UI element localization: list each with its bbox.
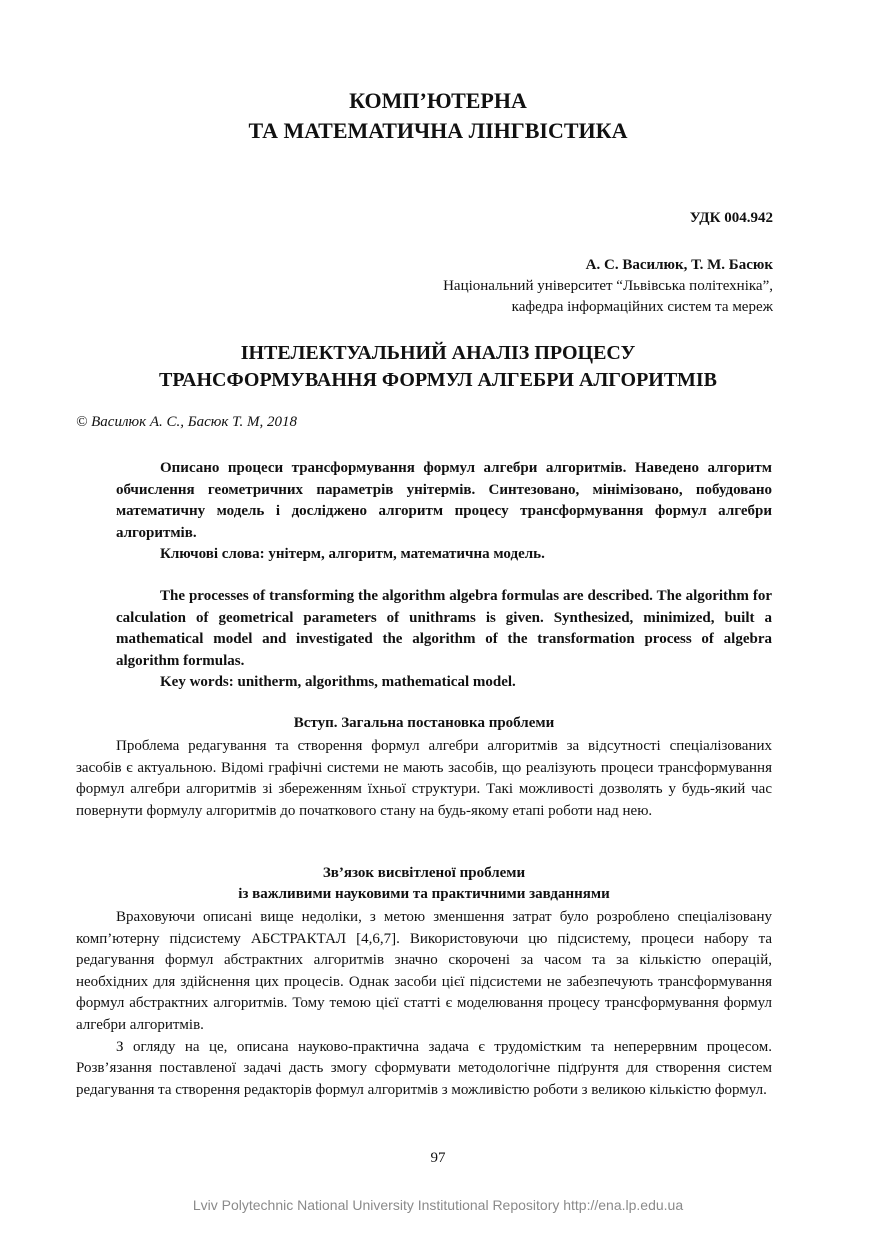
keywords-ukrainian: Ключові слова: унітерм, алгоритм, математична модель. [160,546,545,562]
affiliation-line-2: кафедра інформаційних систем та мереж [511,299,773,315]
journal-section-line-2: ТА МАТЕМАТИЧНА ЛІНГВІСТИКА [248,118,628,143]
copyright: © Василюк А. С., Басюк Т. М, 2018 [76,414,298,430]
journal-section-line-1: КОМП’ЮТЕРНА [349,88,527,113]
authors: А. С. Василюк, Т. М. Басюк [585,257,773,273]
paragraph: Проблема редагування та створення формул алгебри алгоритмів за відсутності спеціалізованих засобів є актуальною. Відомі графічні системи не мають засобів, що реалізують процеси трансформування формул алгебри алгоритмів зі збереженням їхньої структури. Такі можливості дозволять у будь-який час повернути формулу алгоритмів до початкового стану на будь-якому етапі роботи над нею. [76,738,772,819]
keywords-english: Key words: unitherm, algorithms, mathematical model. [160,674,516,690]
section-introduction-body [76,736,772,822]
paper-title-line-2: ТРАНСФОРМУВАННЯ ФОРМУЛ АЛГЕБРИ АЛГОРИТМІВ [159,369,717,391]
section-heading-introduction: Вступ. Загальна постановка проблеми [293,715,555,731]
paragraph: Враховуючи описані вище недоліки, з метою зменшення затрат було розроблено спеціалізовану комп’ютерну підсистему АБСТРАКТАЛ [4,6,7]. Використовуючи цю підсистему, процеси набору та редагування формул абстрактних алгоритмів значно скорочені за часом та за кількістю операцій, необхідних для здійснення цих процесів. Однак засоби цієї підсистеми не забезпечують трансформування формул абстрактних алгоритмів. Тому темою цієї статті є моделювання процесу трансформування формул алгебри алгоритмів. [76,909,772,1033]
abstract-ukrainian-text: Описано процеси трансформування формул алгебри алгоритмів. Наведено алгоритм обчислення геометричних параметрів унітермів. Синтезовано, мінімізовано, побудовано математичну модель і досліджено алгоритм процесу трансформування формул алгебри алгоритмів. [116,460,772,541]
abstract-english-text: The processes of transforming the algorithm algebra formulas are described. The algorithm for calculation of geometrical parameters of unithrams is given. Synthesized, minimized, built a mathematical model and investigated the algorithm of the transformation process of algebra algorithm formulas. [116,588,772,669]
abstract-ukrainian [116,458,772,566]
section-heading-relation-line-1: Зв’язок висвітленої проблеми [322,865,526,881]
udc-code: УДК 004.942 [689,210,773,226]
paper-title [0,340,876,394]
affiliation-line-1: Національний університет “Львівська політехніка”, [443,278,773,294]
repository-footer: Lviv Polytechnic National University Institutional Repository http://ena.lp.edu.ua [192,1197,684,1213]
paragraph: З огляду на це, описана науково-практична задача є трудомістким та неперервним процесом. Розв’язання поставленої задачі дасть змогу сформувати методологічне підґрунтя для створення систем редагування та створення редакторів формул алгоритмів з можливістю роботи з великою кількістю формул. [76,1038,772,1098]
section-heading-relation-line-2: із важливими науковими та практичними завданнями [238,886,610,902]
journal-section-title [0,86,876,146]
section-relation-body [76,907,772,1101]
abstract-english [116,586,772,694]
paper-title-line-1: ІНТЕЛЕКТУАЛЬНИЙ АНАЛІЗ ПРОЦЕСУ [240,342,636,364]
section-heading-relation [76,863,772,905]
authors-block [443,255,773,318]
page-number: 97 [430,1150,446,1166]
